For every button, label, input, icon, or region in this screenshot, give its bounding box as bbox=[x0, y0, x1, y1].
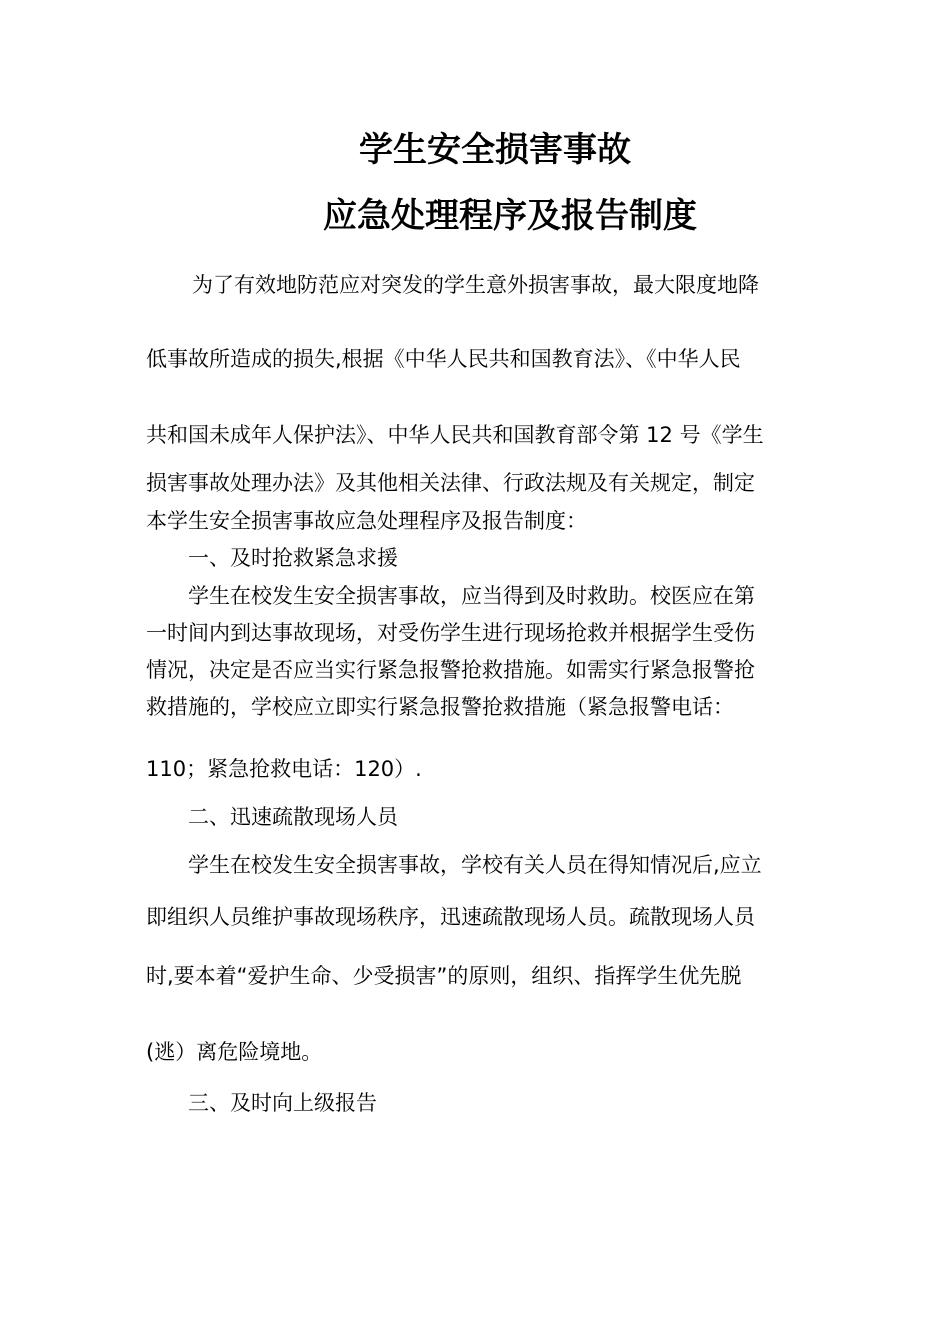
section-heading-3: 三、及时向上级报告 bbox=[188, 1091, 377, 1115]
paragraph-line: 一时间内到达事故现场，对受伤学生进行现场抢救并根据学生受伤 bbox=[146, 621, 755, 645]
paragraph-line: 共和国未成年人保护法》、中华人民共和国教育部令第 12 号《学生 bbox=[146, 423, 764, 447]
paragraph-line: 110；紧急抢救电话：120）. bbox=[146, 757, 422, 781]
paragraph-line: 低事故所造成的损失,根据《中华人民共和国教育法》、《中华人民 bbox=[146, 347, 741, 371]
paragraph-line: 为了有效地防范应对突发的学生意外损害事故，最大限度地降 bbox=[192, 273, 759, 297]
document-title-line-1: 学生安全损害事故 bbox=[359, 130, 631, 170]
paragraph-line: 情况，决定是否应当实行紧急报警抢救措施。如需实行紧急报警抢 bbox=[146, 658, 755, 682]
section-heading-1: 一、及时抢救紧急求援 bbox=[188, 546, 398, 570]
section-heading-2: 二、迅速疏散现场人员 bbox=[188, 805, 398, 829]
paragraph-line: 损害事故处理办法》及其他相关法律、行政法规及有关规定，制定 bbox=[146, 471, 755, 495]
document-title-line-2: 应急处理程序及报告制度 bbox=[323, 196, 697, 236]
paragraph-line: 救措施的，学校应立即实行紧急报警抢救措施（紧急报警电话： bbox=[146, 695, 734, 719]
paragraph-line: 学生在校发生安全损害事故，学校有关人员在得知情况后,应立 bbox=[188, 853, 762, 877]
paragraph-line: 即组织人员维护事故现场秩序，迅速疏散现场人员。疏散现场人员 bbox=[146, 905, 755, 929]
paragraph-line: 本学生安全损害事故应急处理程序及报告制度： bbox=[146, 509, 587, 533]
paragraph-line: 时,要本着“爱护生命、少受损害”的原则，组织、指挥学生优先脱 bbox=[146, 964, 742, 988]
paragraph-line: (逃）离危险境地。 bbox=[146, 1040, 323, 1064]
paragraph-line: 学生在校发生安全损害事故，应当得到及时救助。校医应在第 bbox=[188, 584, 755, 608]
